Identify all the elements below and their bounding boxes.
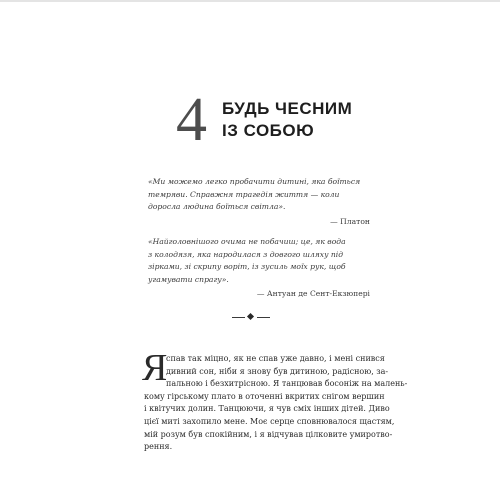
epigraph-attribution: — Платон <box>330 216 370 226</box>
diamond-ornament-icon <box>247 313 254 320</box>
body-line: рення. <box>144 442 173 452</box>
section-ornament-divider <box>232 312 270 322</box>
body-paragraph <box>142 347 408 454</box>
body-line: кому гірському плато в оточенні вкритих снігом вершин <box>144 391 385 401</box>
epigraph-plato <box>148 176 370 228</box>
epigraph-line: «Найголовнішого очима не побачиш; це, як вода <box>148 237 346 246</box>
chapter-title-line-1: БУДЬ ЧЕСНИМ <box>222 99 353 118</box>
epigraph-line: з колодязя, яка народилася з довгого шляху під <box>148 249 344 259</box>
chapter-title <box>222 98 352 142</box>
epigraph-quote <box>148 236 370 286</box>
body-line: спав так міцно, як не спав уже давно, і мені снився <box>166 354 385 363</box>
body-line: пальною і безхитрісною. Я танцював босоніж на малень- <box>166 379 408 389</box>
epigraph-line: «Ми можемо легко пробачити дитині, яка боїться <box>148 177 361 186</box>
epigraph-line: доросла людина боїться світла». <box>148 202 286 211</box>
chapter-title-line-2: ІЗ СОБОЮ <box>222 121 315 140</box>
body-line: дивний сон, ніби я знову був дитиною, радісною, за- <box>166 366 389 376</box>
epigraph-line: угамувати спрагу». <box>148 274 229 284</box>
top-rule <box>0 0 500 2</box>
epigraph-saint-exupery <box>148 236 370 301</box>
body-line: мій розум був спокійним, і я відчував цілковите умиротво- <box>144 429 393 439</box>
chapter-number: 4 <box>176 86 207 154</box>
chapter-heading <box>176 86 376 154</box>
epigraph-quote <box>148 176 370 214</box>
ornament-line-right <box>257 317 270 318</box>
epigraph-attribution: — Антуан де Сент-Екзюпері <box>256 289 370 298</box>
epigraph-line: зірками, зі скрипу воріт, із зусиль моїх рук, щоб <box>148 262 346 271</box>
body-line: і квітучих долин. Танцюючи, я чув сміх інших дітей. Диво <box>144 404 390 414</box>
body-line: цієї миті захопило мене. Моє серце сповнювалося щастям, <box>144 416 395 426</box>
epigraph-line: темряви. Справжня трагедія життя — коли <box>148 189 340 199</box>
drop-cap: Я <box>142 347 168 389</box>
ornament-line-left <box>232 317 245 318</box>
